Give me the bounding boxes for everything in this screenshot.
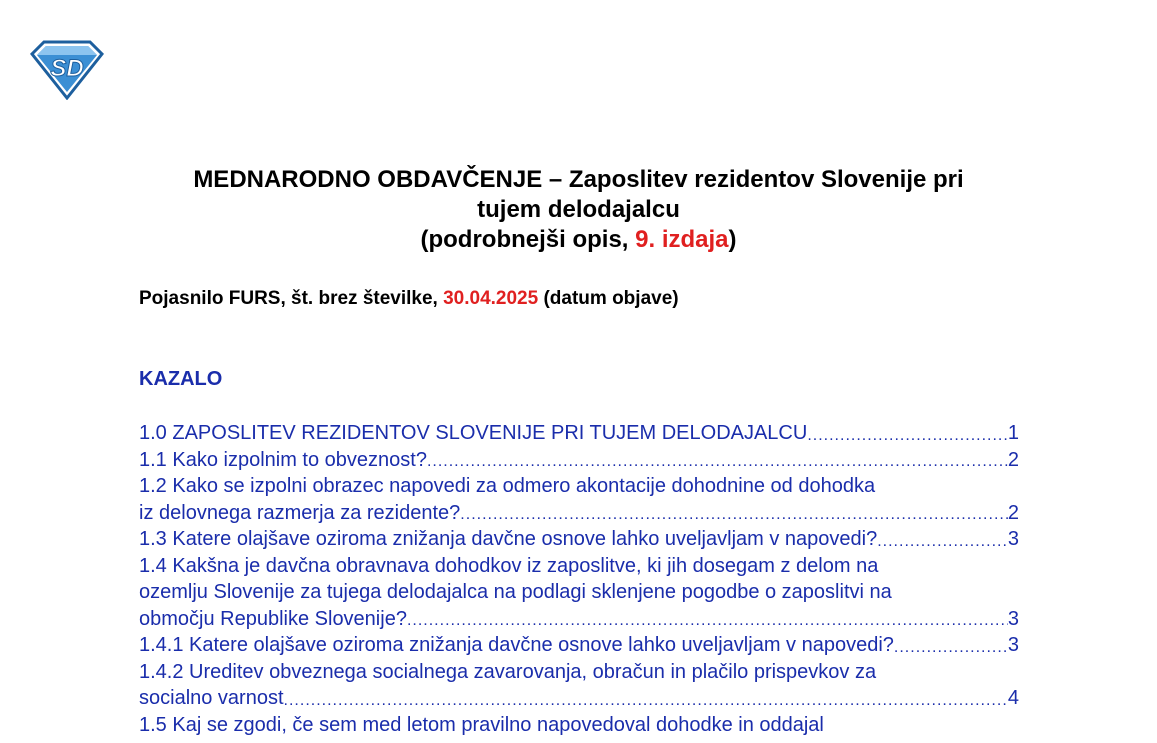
toc-page-number: 1 bbox=[1007, 422, 1019, 444]
toc-entry-continued[interactable] bbox=[139, 606, 1019, 633]
publication-info bbox=[139, 287, 679, 311]
edition-highlight: 9. izdaja bbox=[635, 226, 729, 253]
toc-entry-text: 1.1 Kako izpolnim to obveznost? bbox=[139, 448, 427, 471]
toc-entry-text: ozemlju Slovenije za tujega delodajalca na podlagi sklenjene pogodbe o zaposlitvi na bbox=[139, 581, 892, 603]
toc-entry-continued[interactable] bbox=[139, 579, 1019, 606]
title-line-3-suffix: ) bbox=[728, 226, 737, 253]
title-line-2: tujem delodajalcu bbox=[477, 196, 680, 223]
toc-entry-text: 1.3 Katere olajšave oziroma znižanja davčne osnove lahko uveljavljam v napovedi? bbox=[139, 528, 878, 550]
toc-entry[interactable] bbox=[139, 553, 1019, 580]
publication-prefix: Pojasnilo FURS, št. brez številke, bbox=[139, 288, 444, 309]
document-title bbox=[100, 165, 1057, 255]
logo-text: SD bbox=[50, 55, 84, 82]
toc-leader-dots bbox=[407, 610, 1008, 632]
toc-entry-text: 1.0 ZAPOSLITEV REZIDENTOV SLOVENIJE PRI TUJEM DELODAJALCU bbox=[139, 422, 808, 444]
toc-entry[interactable] bbox=[139, 447, 1019, 474]
toc-entry-continued[interactable] bbox=[139, 685, 1019, 712]
toc-leader-dots bbox=[427, 451, 1008, 473]
publication-suffix: (datum objave) bbox=[538, 288, 679, 309]
title-line-3-prefix: (podrobnejši opis, bbox=[420, 226, 636, 253]
toc-entry-text: 1.4 Kakšna je davčna obravnava dohodkov iz zaposlitve, ki jih dosegam z delom na bbox=[139, 554, 879, 577]
table-of-contents bbox=[139, 420, 1019, 738]
toc-leader-dots bbox=[877, 531, 1008, 553]
toc-leader-dots bbox=[894, 637, 1008, 659]
sd-diamond-logo-icon bbox=[30, 40, 104, 100]
toc-entry-text: socialno varnost bbox=[139, 687, 284, 709]
toc-entry-continued[interactable] bbox=[139, 500, 1019, 527]
toc-page-number: 2 bbox=[1007, 448, 1019, 471]
toc-entry[interactable] bbox=[139, 526, 1019, 553]
toc-leader-dots bbox=[807, 425, 1008, 447]
toc-page-number: 3 bbox=[1007, 634, 1019, 656]
toc-heading: KAZALO bbox=[139, 368, 223, 390]
toc-page-number: 3 bbox=[1007, 607, 1019, 630]
toc-leader-dots bbox=[460, 504, 1008, 526]
toc-entry-text: 1.5 Kaj se zgodi, če sem med letom pravilno napovedoval dohodke in oddajal bbox=[139, 713, 824, 736]
toc-entry[interactable] bbox=[139, 420, 1019, 447]
toc-entry[interactable] bbox=[139, 632, 1019, 659]
toc-page-number: 4 bbox=[1007, 687, 1019, 709]
toc-page-number: 2 bbox=[1007, 501, 1019, 524]
toc-entry-text: iz delovnega razmerja za rezidente? bbox=[139, 501, 461, 524]
toc-entry-text: 1.2 Kako se izpolni obrazec napovedi za odmero akontacije dohodnine od dohodka bbox=[139, 475, 876, 497]
title-line-3 bbox=[100, 225, 1057, 255]
toc-entry[interactable] bbox=[139, 659, 1019, 686]
toc-entry-text: območju Republike Slovenije? bbox=[139, 607, 407, 630]
toc-entry-text: 1.4.1 Katere olajšave oziroma znižanja davčne osnove lahko uveljavljam v napovedi? bbox=[139, 634, 894, 656]
title-line-1: MEDNARODNO OBDAVČENJE – Zaposlitev rezidentov Slovenije pri bbox=[193, 166, 964, 193]
toc-entry[interactable] bbox=[139, 473, 1019, 500]
publication-date: 30.04.2025 bbox=[443, 288, 539, 309]
toc-entry[interactable] bbox=[139, 712, 1019, 739]
toc-leader-dots bbox=[284, 690, 1008, 712]
toc-entry-text: 1.4.2 Ureditev obveznega socialnega zavarovanja, obračun in plačilo prispevkov za bbox=[139, 660, 877, 683]
toc-page-number: 3 bbox=[1007, 528, 1019, 550]
